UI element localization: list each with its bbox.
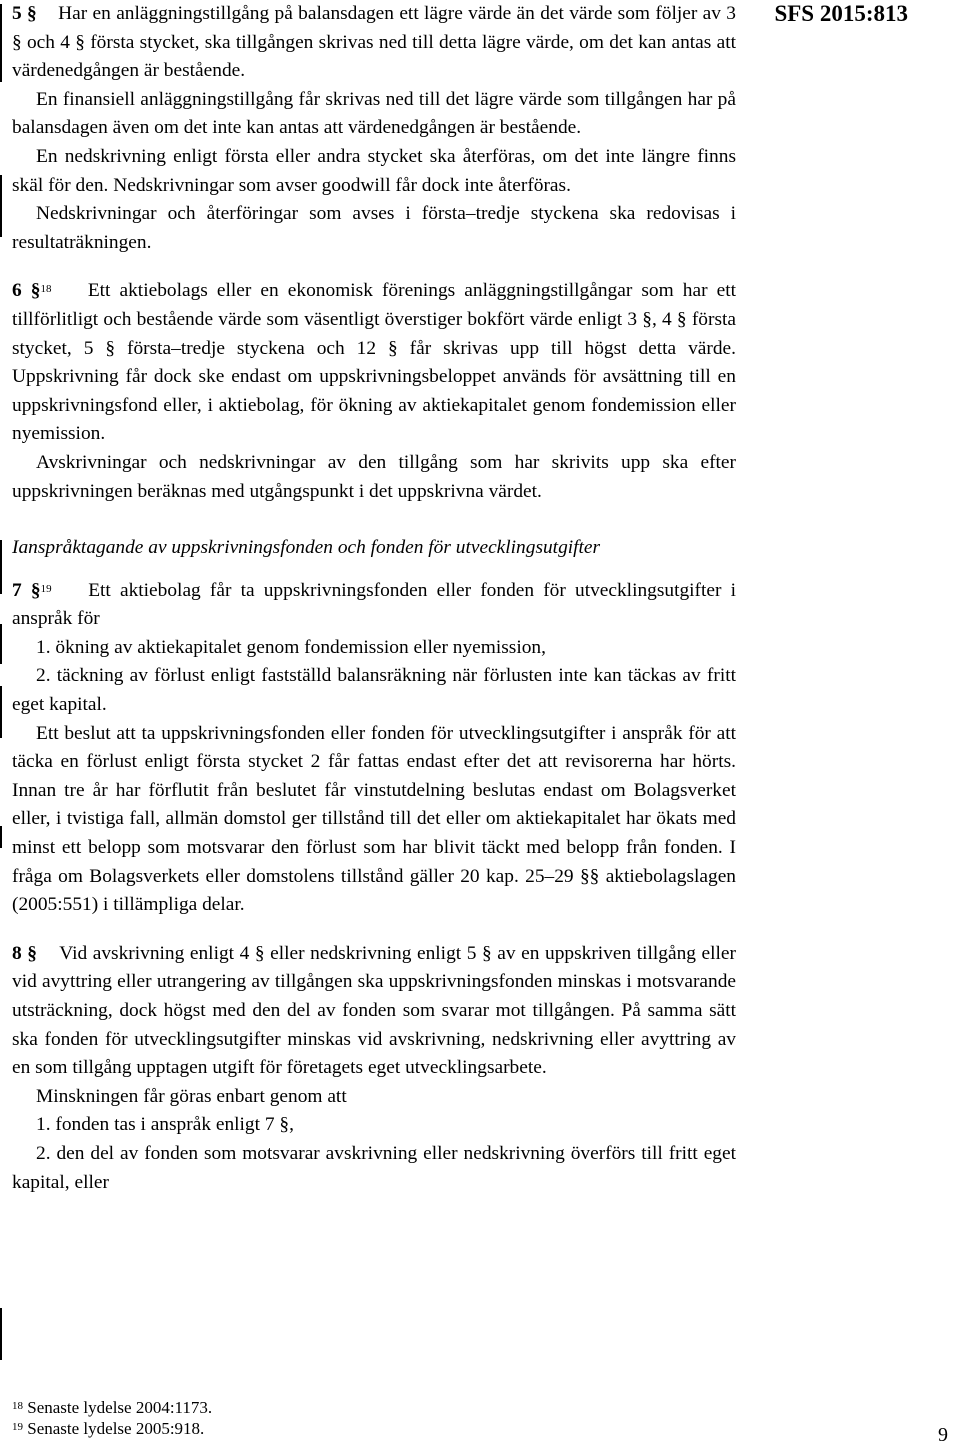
footnote-ref: 18 bbox=[40, 283, 52, 296]
paragraph-text: Vid avskrivning enligt 4 § eller nedskrivning enligt 5 § av en uppskriven tillgång eller vid avyttring eller utrangering av tillgången ska uppskrivningsfonden minskas i motsvarande utsträckning, dock högst med den del av fonden som svarar mot tillgången. På samma sätt ska fonden för utvecklingsutgifter minskas vid avskrivning, nedskrivning eller avyttring av en som tillgång upptagen utgift för företagets eget utvecklingsarbete. bbox=[12, 942, 736, 1079]
section-6-para-1 bbox=[12, 277, 736, 449]
revision-bar bbox=[0, 175, 2, 237]
section-heading: Ianspråktagande av uppskrivningsfonden och fonden för utvecklingsutgifter bbox=[12, 537, 601, 559]
footnote-ref: 19 bbox=[40, 582, 52, 595]
revision-bar bbox=[0, 624, 2, 664]
footnotes bbox=[12, 1397, 612, 1439]
section-7-item-1: 1. ökning av aktiekapitalet genom fondemission eller nyemission, bbox=[36, 636, 546, 658]
main-text bbox=[12, 0, 736, 1197]
section-8-para-2: Minskningen får göras enbart genom att bbox=[36, 1085, 347, 1107]
section-8-item-1: 1. fonden tas i anspråk enligt 7 §, bbox=[36, 1114, 294, 1136]
section-6-para-2: Avskrivningar och nedskrivningar av den tillgång som har skrivits upp ska efter uppskrivningen beräknas med utgångspunkt i det uppskrivna värdet. bbox=[12, 451, 736, 502]
footnote-number: 19 bbox=[12, 1421, 23, 1433]
section-8-item-2: 2. den del av fonden som motsvarar avskrivning eller nedskrivning överförs till fritt eget kapital, eller bbox=[12, 1142, 736, 1193]
section-8-para-1 bbox=[12, 940, 736, 1083]
revision-bar bbox=[0, 540, 2, 594]
paragraph-text: Ett aktiebolags eller en ekonomisk förenings anläggningstillgångar som har ett tillförlitligt och bestående värde som väsentligt överstiger bokfört värde enligt 3 §, 4 § första stycket, 5 § första–tredje styckena och 12 § får skrivas upp till högst detta värde. Uppskrivning får dock ske endast om uppskrivningsbeloppet används för avsättning till en uppskrivningsfond eller, i aktiebolag, för ökning av aktiekapitalet genom fondemission eller nyemission. bbox=[12, 280, 737, 445]
page-number: 9 bbox=[938, 1424, 948, 1446]
footnote bbox=[12, 1418, 612, 1439]
paragraph-text: Har en anläggningstillgång på balansdagen ett lägre värde än det värde som följer av 3 § och 4 § första stycket, ska tillgången skrivas ned till detta lägre värde, om det kan antas att värdenedgången är bestående. bbox=[12, 3, 736, 82]
revision-bar bbox=[0, 1308, 2, 1360]
section-5-para-2: En finansiell anläggningstillgång får skrivas ned till det lägre värde som tillgången har på balansdagen även om det inte kan antas att värdenedgången är bestående. bbox=[12, 88, 736, 139]
section-number: 7 § bbox=[12, 579, 41, 601]
section-number: 6 § bbox=[12, 280, 41, 302]
footnote-text: Senaste lydelse 2004:1173. bbox=[27, 1398, 213, 1417]
section-5-para-3: En nedskrivning enligt första eller andra stycket ska återföras, om det inte längre finns skäl för den. Nedskrivningar som avser goodwill får dock inte återföras. bbox=[12, 145, 736, 196]
section-7-para-2: Ett beslut att ta uppskrivningsfonden eller fonden för utvecklingsutgifter i anspråk för att täcka en förlust enligt första stycket 2 får fattas endast efter det att revisorerna har hörts. Innan tre år har förflutit från beslutet får vinstutdelning beslutas endast om Bolagsverket eller, i tvistiga fall, allmän domstol ger tillstånd till det eller om aktiekapitalet har ökats med minst ett belopp som motsvarar den förlust som har blivit täckt med belopp från fonden. I fråga om Bolagsverkets eller domstolens tillstånd gäller 20 kap. 25–29 §§ aktiebolagslagen (2005:551) i tillämpliga delar. bbox=[12, 722, 736, 916]
sfs-number: SFS 2015:813 bbox=[774, 1, 908, 26]
section-7-item-2: 2. täckning av förlust enligt fastställd balansräkning när förlusten inte kan täckas av fritt eget kapital. bbox=[12, 665, 736, 716]
revision-bar bbox=[0, 4, 2, 82]
section-number: 5 § bbox=[12, 3, 37, 24]
revision-bar bbox=[0, 686, 2, 738]
section-number: 8 § bbox=[12, 942, 37, 964]
footnote-number: 18 bbox=[12, 1400, 23, 1412]
section-5-para-4: Nedskrivningar och återföringar som avses i första–tredje styckena ska redovisas i resultaträkningen. bbox=[12, 203, 736, 253]
section-7-para-1 bbox=[12, 577, 736, 634]
paragraph-text: Ett aktiebolag får ta uppskrivningsfonden eller fonden för utvecklingsutgifter i anspråk för bbox=[12, 579, 737, 630]
revision-bar bbox=[0, 826, 2, 848]
footnote-text: Senaste lydelse 2005:918. bbox=[27, 1419, 205, 1438]
footnote bbox=[12, 1397, 612, 1418]
section-5-para-1 bbox=[12, 0, 736, 86]
